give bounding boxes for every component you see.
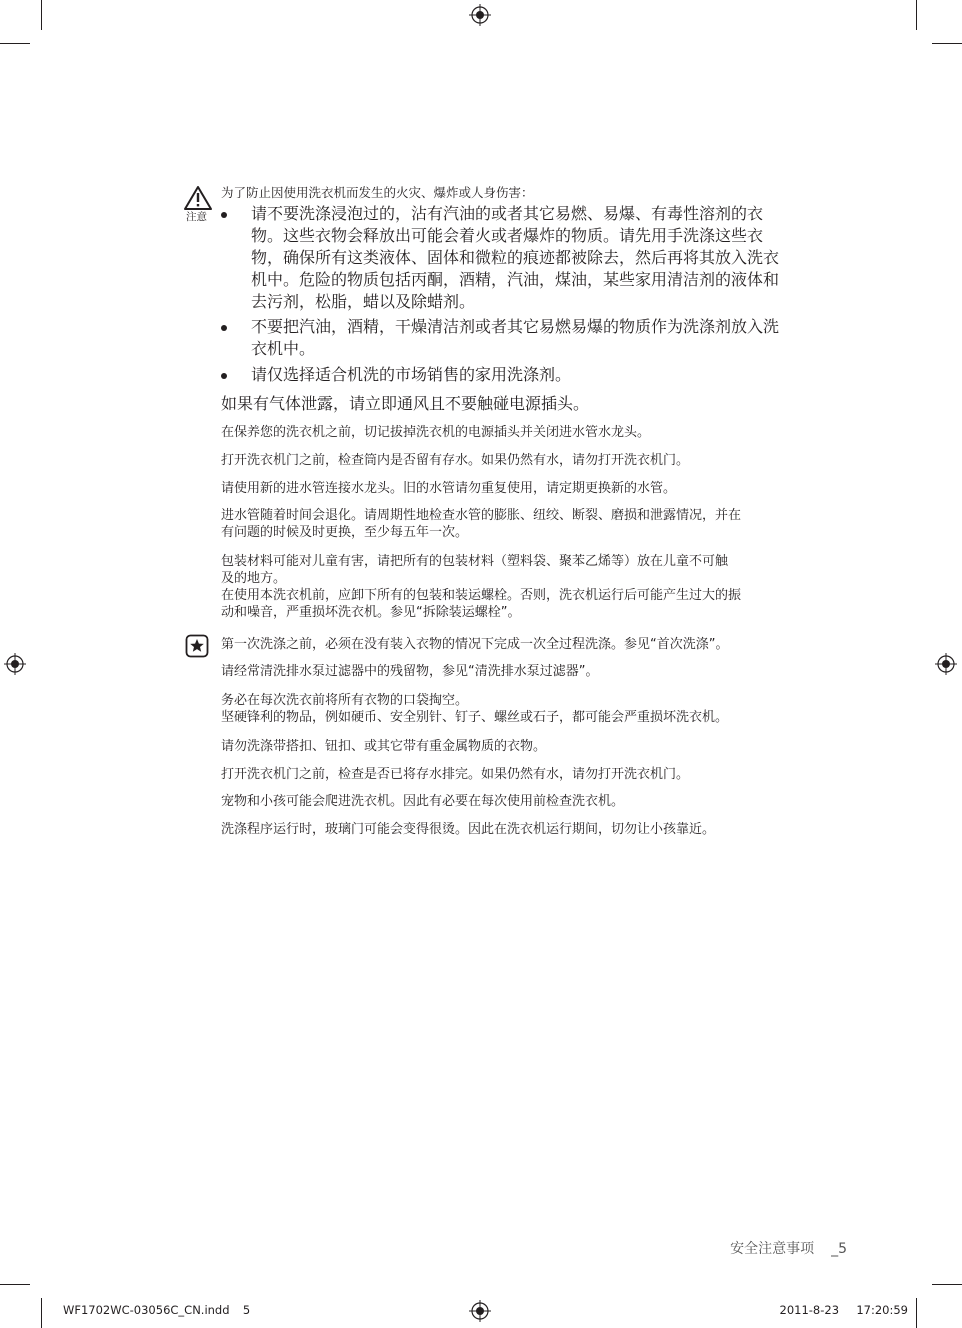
slug-file: WF1702WC-03056C_CN.indd 5 [63,1303,251,1317]
warning-bullet [221,203,851,313]
warning-note: 进水管随着时间会退化。请周期性地检查水管的膨胀、纽绞、断裂、磨损和泄露情况，并在 有问题的时候及时更换，至少每五年一次。 [221,508,742,540]
warning-note: 请使用新的进水管连接水龙头。旧的水管请勿重复使用，请定期更换新的水管。 [221,481,677,496]
section-name: 安全注意事项 [730,1241,815,1257]
important-note: 宠物和小孩可能会爬进洗衣机。因此有必要在每次使用前检查洗衣机。 [221,794,625,809]
slug-timestamp: 2011-8-23 17:20:59 [779,1303,908,1317]
crop-mark [916,1298,917,1328]
bullet-icon [221,212,227,218]
gas-leak-line: 如果有气体泄露，请立即通风且不要触碰电源插头。 [221,394,590,413]
important-note: 请勿洗涤带搭扣、钮扣、或其它带有重金属物质的衣物。 [221,739,547,754]
registration-mark-icon [469,4,491,26]
warning-bullet [221,364,851,386]
crop-mark [0,43,30,44]
important-note: 打开洗衣机门之前，检查是否已将存水排完。如果仍然有水，请勿打开洗衣机门。 [221,767,690,782]
warning-note: 包装材料可能对儿童有害，请把所有的包装材料（塑料袋、聚苯乙烯等）放在儿童不可触 及的地方。 在使用本洗衣机前，应卸下所有的包装和装运螺栓。否则，洗衣机运行后可能产生过大的振 动和噪音，严重损坏洗衣机。参见“拆除装运螺栓”。 [221,554,742,620]
registration-mark-icon [935,653,957,675]
important-note: 务必在每次洗衣前将所有衣物的口袋掏空。 坚硬锋利的物品，例如硬币、安全别针、钉子、螺丝或石子，都可能会严重损坏洗衣机。 [221,693,729,725]
page-number: _5 [831,1241,847,1257]
important-note: 洗涤程序运行时，玻璃门可能会变得很烫。因此在洗衣机运行期间，切勿让小孩靠近。 [221,822,716,837]
bullet-line: 机中。危险的物质包括丙酮，酒精，汽油，煤油，某些家用清洁剂的液体和 [251,270,780,289]
warning-bullet [221,316,851,360]
warning-note: 在保养您的洗衣机之前，切记拔掉洗衣机的电源插头并关闭进水管水龙头。 [221,425,651,440]
warning-label: 注意 [186,211,207,223]
important-note: 第一次洗涤之前，必须在没有装入衣物的情况下完成一次全过程洗涤。参见“首次洗涤”。 [221,637,729,652]
bullet-icon [221,325,227,331]
bullet-icon [221,373,227,379]
crop-mark [932,1284,962,1285]
warning-note: 打开洗衣机门之前，检查筒内是否留有存水。如果仍然有水，请勿打开洗衣机门。 [221,453,690,468]
crop-mark [0,1284,30,1285]
warning-lead: 为了防止因使用洗衣机而发生的火灾、爆炸或人身伤害： [221,185,534,200]
page-footer [730,1238,847,1258]
crop-mark [41,0,42,30]
bullet-line: 物，确保所有这类液体、固体和微粒的痕迹都被除去，然后再将其放入洗衣 [251,248,780,267]
bullet-line: 去污剂，松脂，蜡以及除蜡剂。 [251,292,476,311]
bullet-line: 物。这些衣物会释放出可能会着火或者爆炸的物质。请先用手洗涤这些衣 [251,226,764,245]
important-note: 请经常清洗排水泵过滤器中的残留物，参见“清洗排水泵过滤器”。 [221,664,599,679]
bullet-line: 不要把汽油，酒精，干燥清洁剂或者其它易燃易爆的物质作为洗涤剂放入洗 [251,317,780,336]
crop-mark [932,43,962,44]
crop-mark [916,0,917,30]
warning-triangle-icon [183,185,213,211]
registration-mark-icon [469,1300,491,1322]
crop-mark [41,1298,42,1328]
bullet-line: 请不要洗涤浸泡过的，沾有汽油的或者其它易燃、易爆、有毒性溶剂的衣 [251,204,764,223]
bullet-line: 衣机中。 [251,339,316,358]
bullet-line: 请仅选择适合机洗的市场销售的家用洗涤剂。 [251,365,572,384]
star-icon [185,634,209,658]
registration-mark-icon [4,653,26,675]
